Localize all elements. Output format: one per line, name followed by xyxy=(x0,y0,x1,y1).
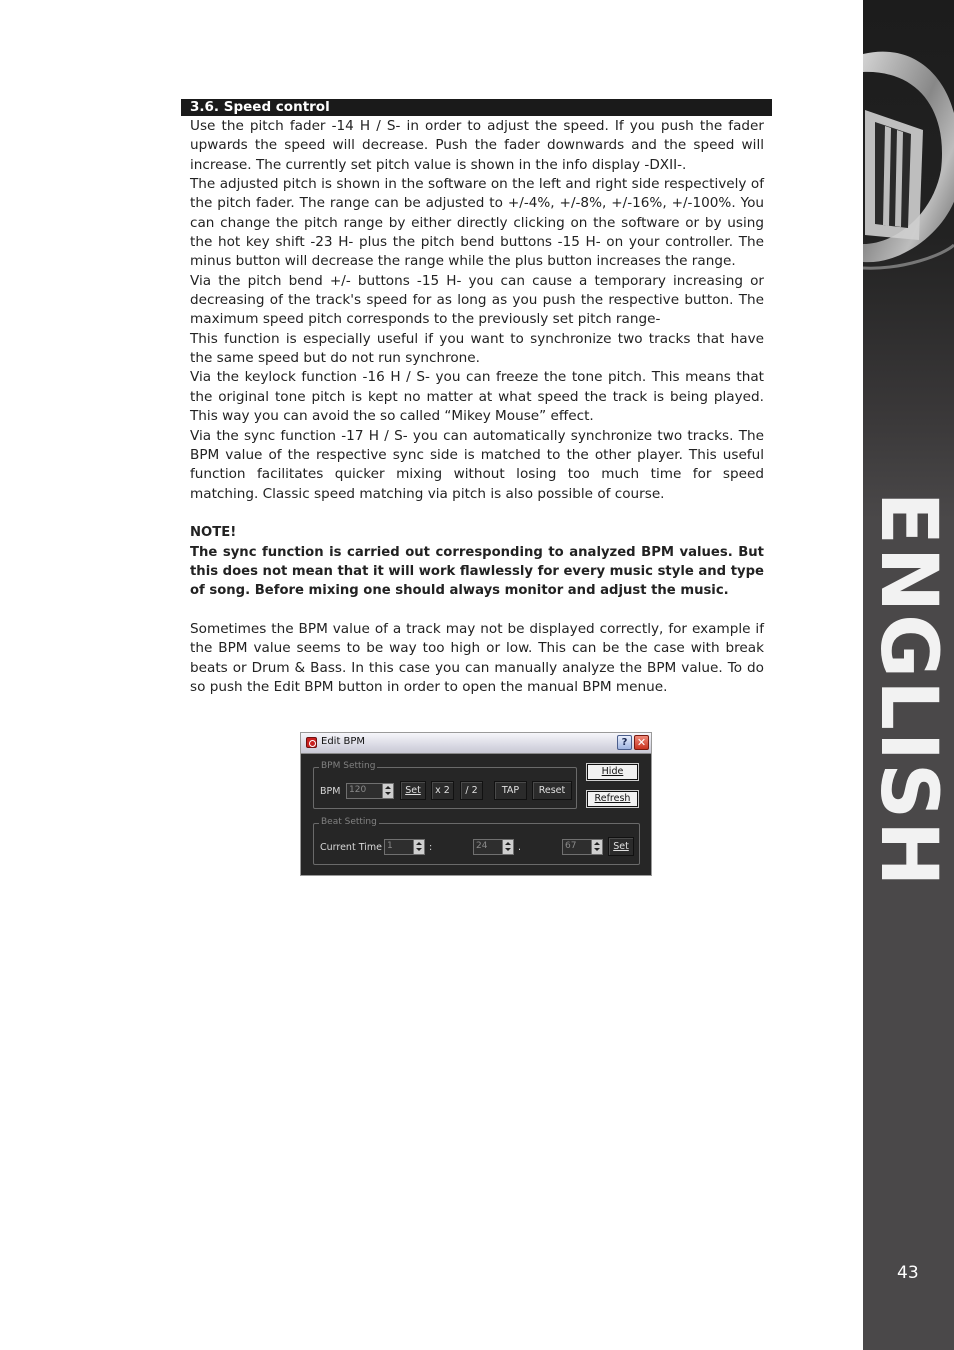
time-field-3-stepper[interactable] xyxy=(562,839,603,855)
spin-arrows-icon[interactable] xyxy=(413,840,424,854)
page-number: 43 xyxy=(897,1263,919,1283)
refresh-button[interactable]: Refresh xyxy=(587,791,638,807)
time-field-1-value: 1 xyxy=(387,841,393,851)
beat-set-button[interactable]: Set xyxy=(608,837,634,856)
beat-setting-label: Beat Setting xyxy=(321,817,377,827)
paragraph: Via the pitch bend +/- buttons -15 H- you can cause a temporary increasing or decreasing of the track's speed for as long as you push the respective button. The maximum speed pitch corresponds to the previously set pitch range- xyxy=(190,272,764,328)
beat-setting-group xyxy=(313,817,640,865)
hide-button[interactable]: Hide xyxy=(587,764,638,780)
bpm-value: 120 xyxy=(349,785,367,795)
spin-arrows-icon[interactable] xyxy=(591,840,602,854)
paragraph: The adjusted pitch is shown in the software on the left and right side respectively of the pitch fader. The range can be adjusted to +/-4%, +/-8%, +/-16%, +/-100%. You can change the pitch range by either directly clicking on the software or by using the hot key shift -23 H- plus the pitch bend buttons -15 H- on your controller. The minus button will decrease the range while the plus button increases the range. xyxy=(190,176,764,270)
x2-button[interactable]: x 2 xyxy=(431,781,454,800)
time-field-2-value: 24 xyxy=(476,841,488,851)
bpm-setting-label: BPM Setting xyxy=(321,761,376,771)
section-heading: 3.6. Speed control xyxy=(181,99,772,116)
current-time-label: Current Time xyxy=(320,842,382,853)
brand-logo-icon xyxy=(863,30,954,270)
paragraph: Via the sync function -17 H / S- you can automatically synchronize two tracks. The BPM value of the respective sync side is matched to the other player. This useful function facilitates quicker mixing without losing too much time for speed matching. Classic speed matching via pitch is also possible of course. xyxy=(190,427,764,502)
bpm-label: BPM xyxy=(320,786,341,797)
paragraph: Via the keylock function -16 H / S- you can freeze the tone pitch. This means that the original tone pitch is kept no matter at what speed the track is being played. This way you can avoid the so called “Mikey Mouse” effect. xyxy=(190,369,764,425)
paragraph: Use the pitch fader -14 H / S- in order to adjust the speed. If you push the fader upwards the speed will decrease. Push the fader downwards and the speed will increase. The currently set pitch value is shown in the info display -DXII-. xyxy=(190,118,764,173)
section-body xyxy=(190,117,764,697)
paragraph: This function is especially useful if you want to synchronize two tracks that have the same speed but do not run synchrone. xyxy=(190,330,764,367)
time-field-1-stepper[interactable] xyxy=(384,839,425,855)
app-icon xyxy=(306,737,317,748)
dialog-titlebar[interactable] xyxy=(301,733,651,754)
bpm-set-button[interactable]: Set xyxy=(400,781,426,800)
div2-button[interactable]: / 2 xyxy=(460,781,483,800)
spin-arrows-icon[interactable] xyxy=(502,840,513,854)
tap-button[interactable]: TAP xyxy=(494,781,527,800)
time-field-3-value: 67 xyxy=(565,841,577,851)
time-separator-colon: : xyxy=(429,842,433,853)
dialog-title: Edit BPM xyxy=(321,736,366,747)
bpm-setting-group xyxy=(313,761,577,809)
time-separator-dot: . xyxy=(518,842,522,853)
note-title: NOTE! xyxy=(190,525,237,541)
time-field-2-stepper[interactable] xyxy=(473,839,514,855)
sidebar-logo-area xyxy=(863,0,954,520)
closing-paragraph: Sometimes the BPM value of a track may not be displayed correctly, for example if the BPM value seems to be way too high or low. This can be the case with break beats or Drum & Bass. In this case you can manually analyze the BPM value. To do so push the Edit BPM button in order to open the manual BPM menue. xyxy=(190,620,764,695)
bpm-stepper[interactable] xyxy=(346,783,394,799)
language-label: ENGLISH xyxy=(863,491,953,889)
spin-arrows-icon[interactable] xyxy=(382,784,393,798)
reset-button[interactable]: Reset xyxy=(532,781,572,800)
help-button[interactable]: ? xyxy=(617,735,632,750)
edit-bpm-dialog xyxy=(300,732,652,876)
note-text: The sync function is carried out corresponding to analyzed BPM values. But this does not mean that it will work flawlessly for every music style and type of song. Before mixing one should always monitor and adjust the music. xyxy=(190,544,764,599)
close-button[interactable]: ✕ xyxy=(634,735,649,750)
